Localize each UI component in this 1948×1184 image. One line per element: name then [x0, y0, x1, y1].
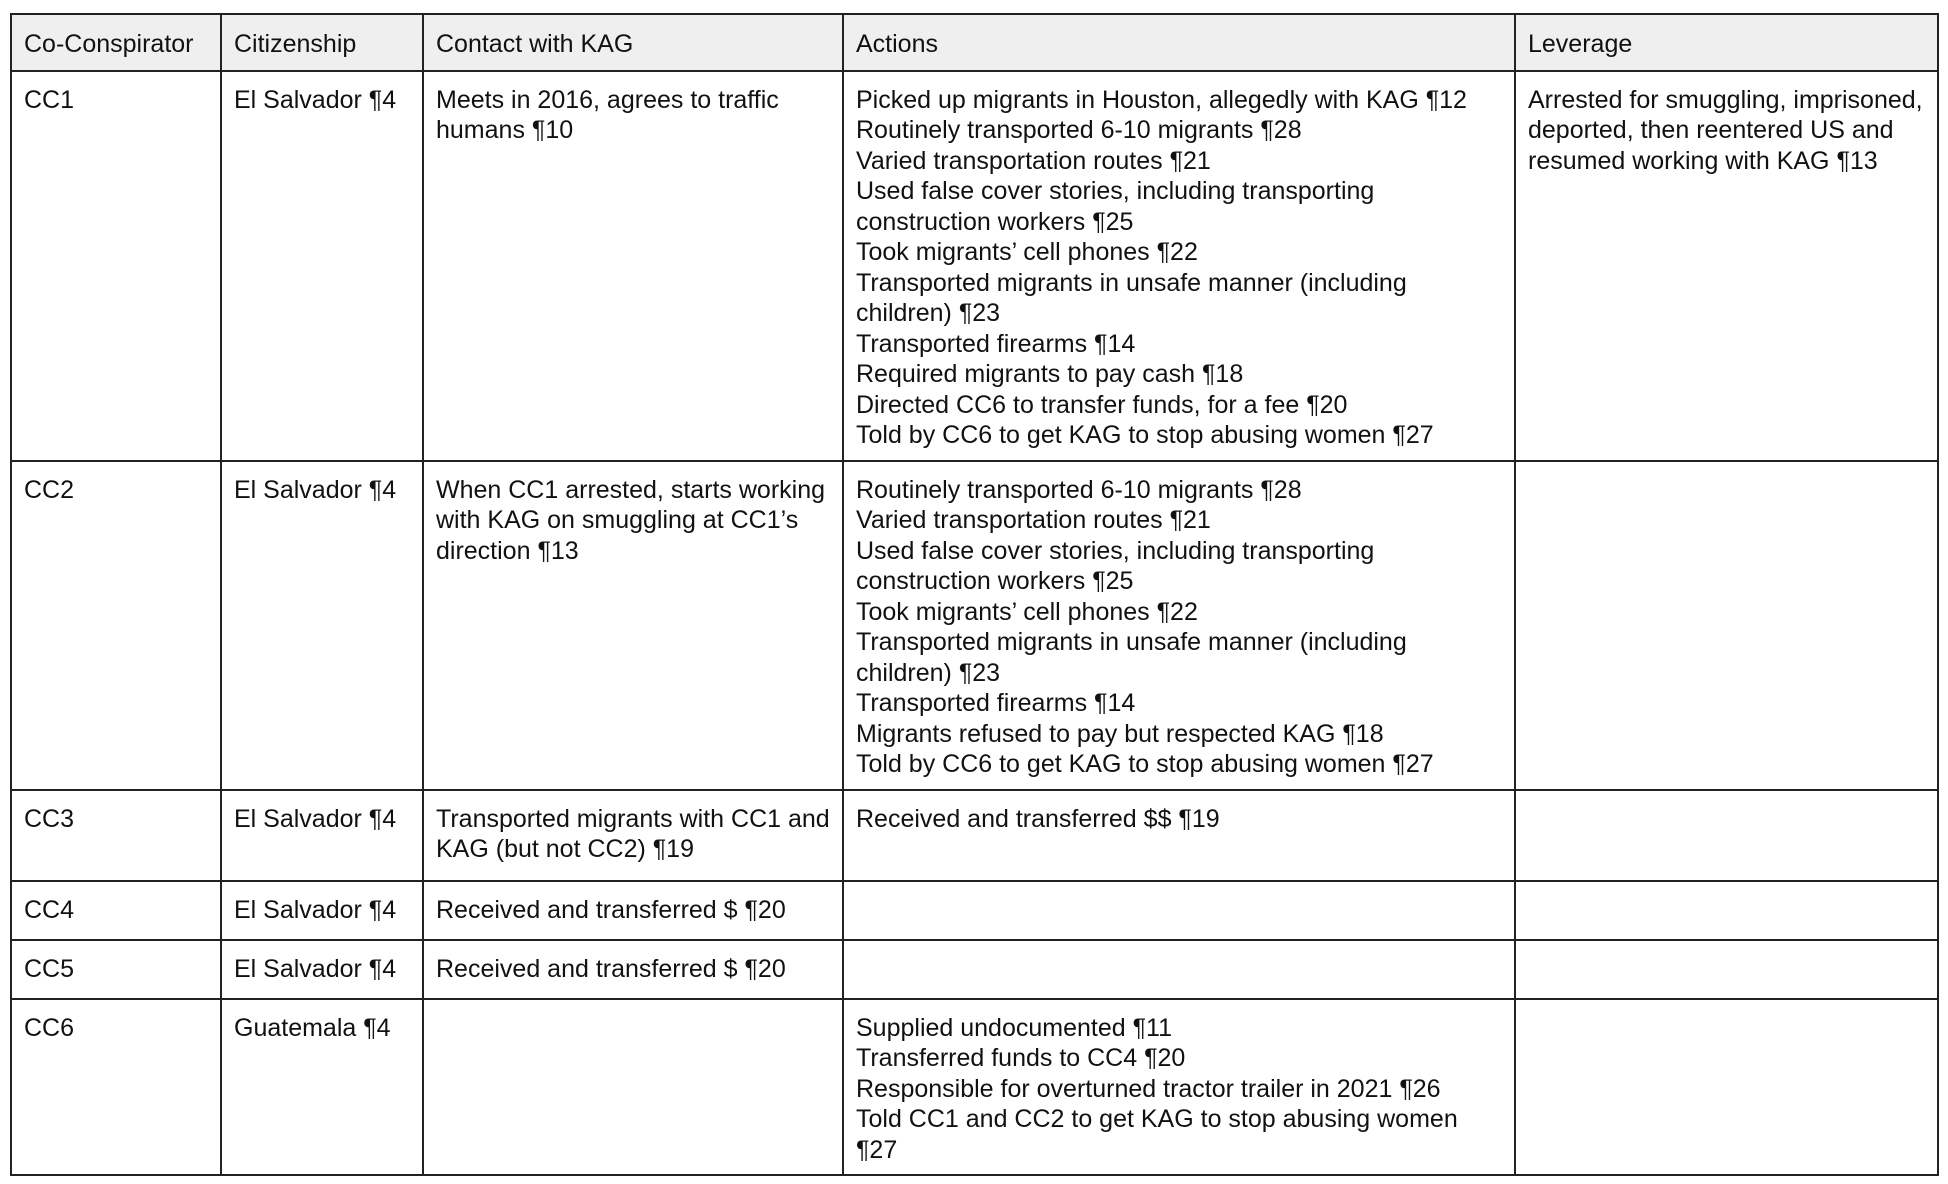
- cell-citizenship: El Salvador ¶4: [221, 940, 423, 999]
- cell-citizenship: El Salvador ¶4: [221, 461, 423, 790]
- cell-contact: Received and transferred $ ¶20: [423, 940, 843, 999]
- action-item: Told by CC6 to get KAG to stop abusing women ¶27: [856, 421, 1434, 449]
- action-item: Required migrants to pay cash ¶18: [856, 360, 1244, 388]
- cell-actions: [843, 999, 1515, 1176]
- cell-actions: [843, 461, 1515, 790]
- cell-actions: [843, 940, 1515, 999]
- cell-co-conspirator: CC1: [11, 71, 221, 461]
- cell-leverage: [1515, 940, 1938, 999]
- table-row: [11, 881, 1938, 940]
- action-item: Transported migrants in unsafe manner (including children) ¶23: [856, 268, 1407, 327]
- action-item: Transported firearms ¶14: [856, 689, 1136, 717]
- action-item: Used false cover stories, including transporting construction workers ¶25: [856, 536, 1375, 595]
- action-item: Picked up migrants in Houston, allegedly with KAG ¶12: [856, 85, 1467, 114]
- action-item: Routinely transported 6-10 migrants ¶28: [856, 116, 1302, 144]
- cell-co-conspirator: CC4: [11, 881, 221, 940]
- cell-contact: Meets in 2016, agrees to traffic humans ¶10: [423, 71, 843, 461]
- header-row: [11, 14, 1938, 71]
- cell-citizenship: El Salvador ¶4: [221, 790, 423, 881]
- header-actions: Actions: [843, 14, 1515, 71]
- cell-co-conspirator: CC2: [11, 461, 221, 790]
- table-row: [11, 940, 1938, 999]
- action-item: Told by CC6 to get KAG to stop abusing women ¶27: [856, 750, 1434, 778]
- cell-leverage: [1515, 999, 1938, 1176]
- cell-leverage: [1515, 790, 1938, 881]
- action-item: Responsible for overturned tractor trailer in 2021 ¶26: [856, 1074, 1441, 1103]
- cell-co-conspirator: CC5: [11, 940, 221, 999]
- action-item: Transferred funds to CC4 ¶20: [856, 1044, 1186, 1072]
- header-contact-with-kag: Contact with KAG: [423, 14, 843, 71]
- cell-contact: When CC1 arrested, starts working with KAG on smuggling at CC1’s direction ¶13: [423, 461, 843, 790]
- table-row: [11, 999, 1938, 1176]
- cell-citizenship: Guatemala ¶4: [221, 999, 423, 1176]
- action-item: Used false cover stories, including transporting construction workers ¶25: [856, 177, 1375, 236]
- cell-leverage: [1515, 461, 1938, 790]
- table-row: [11, 71, 1938, 461]
- action-item: Transported migrants in unsafe manner (including children) ¶23: [856, 628, 1407, 687]
- header-citizenship: Citizenship: [221, 14, 423, 71]
- action-item: Varied transportation routes ¶21: [856, 506, 1211, 534]
- action-item: Transported firearms ¶14: [856, 329, 1136, 358]
- cell-leverage: [1515, 881, 1938, 940]
- co-conspirator-table: [10, 13, 1939, 1176]
- table-row: [11, 790, 1938, 881]
- action-item: Routinely transported 6-10 migrants ¶28: [856, 475, 1302, 504]
- action-item: Directed CC6 to transfer funds, for a fee ¶20: [856, 390, 1348, 419]
- cell-actions: [843, 881, 1515, 940]
- table-header: [11, 14, 1938, 71]
- action-item: Received and transferred $$ ¶19: [856, 804, 1220, 833]
- cell-leverage: Arrested for smuggling, imprisoned, deported, then reentered US and resumed working with KAG ¶13: [1515, 71, 1938, 461]
- cell-contact: Transported migrants with CC1 and KAG (but not CC2) ¶19: [423, 790, 843, 881]
- cell-actions: [843, 71, 1515, 461]
- header-leverage: Leverage: [1515, 14, 1938, 71]
- cell-contact: [423, 999, 843, 1176]
- action-item: Varied transportation routes ¶21: [856, 146, 1211, 175]
- cell-co-conspirator: CC3: [11, 790, 221, 881]
- cell-actions: [843, 790, 1515, 881]
- table-body: [11, 71, 1938, 1176]
- cell-citizenship: El Salvador ¶4: [221, 71, 423, 461]
- action-item: Took migrants’ cell phones ¶22: [856, 238, 1198, 266]
- action-item: Told CC1 and CC2 to get KAG to stop abusing women ¶27: [856, 1105, 1458, 1164]
- co-conspirator-table-container: [10, 13, 1939, 1176]
- table-row: [11, 461, 1938, 790]
- action-item: Migrants refused to pay but respected KAG ¶18: [856, 719, 1384, 748]
- action-item: Supplied undocumented ¶11: [856, 1013, 1172, 1042]
- action-item: Took migrants’ cell phones ¶22: [856, 597, 1198, 626]
- cell-contact: Received and transferred $ ¶20: [423, 881, 843, 940]
- cell-citizenship: El Salvador ¶4: [221, 881, 423, 940]
- header-co-conspirator: Co-Conspirator: [11, 14, 221, 71]
- cell-co-conspirator: CC6: [11, 999, 221, 1176]
